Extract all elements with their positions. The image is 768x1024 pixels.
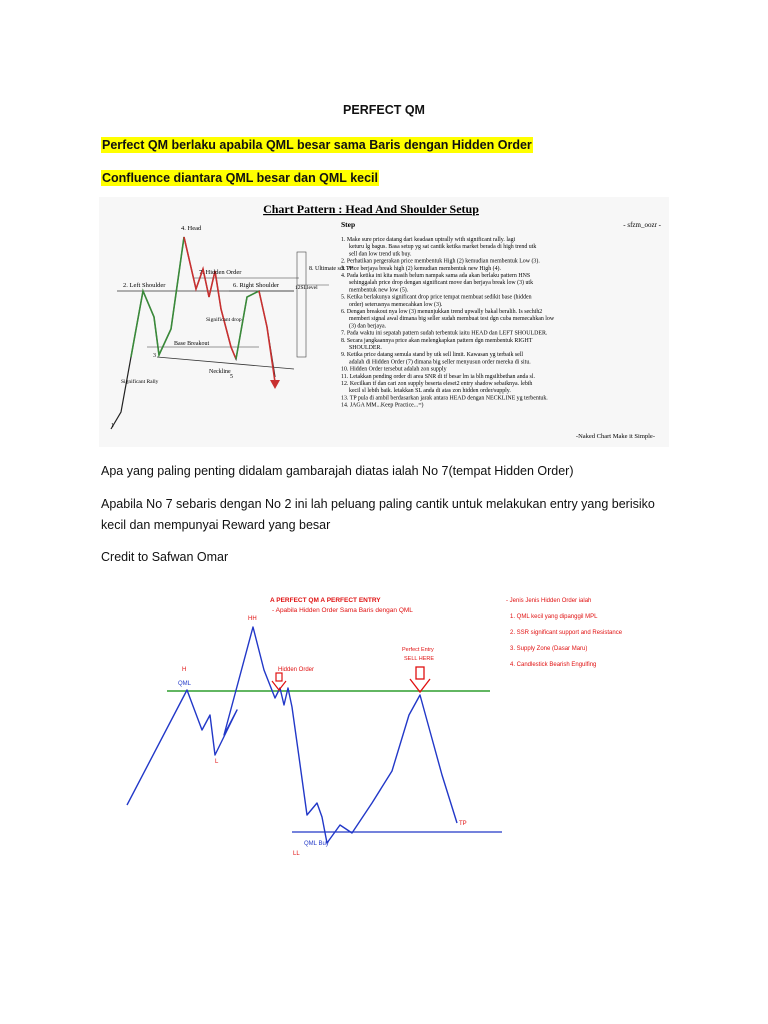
document-title: PERFECT QM xyxy=(343,103,425,117)
label-hh: HH xyxy=(248,616,257,622)
label-right-shoulder: 6. Right Shoulder xyxy=(233,282,280,289)
head-shoulder-svg xyxy=(99,197,669,447)
qm-header-2: - Apabila Hidden Order Sama Baris dengan QML xyxy=(272,607,413,614)
hidden-order-type-item: 1. QML kecil yang dipanggil MPL xyxy=(510,614,598,620)
label-tp: TP xyxy=(459,821,467,827)
label-qml-buy: QML Buy xyxy=(304,841,329,847)
step-item: 12. Kecilkan tf dan cari zon supply beserta eleset2 entry shadow sebaiknya. lebih kecil sl lebih baik. letakkan SL anda di atas zon hidden order/supply. xyxy=(341,381,533,395)
label-hidden-order: 7. Hidden Order xyxy=(199,269,242,276)
step-item: 3. Price berjaya break high (2) kemudian membentuk new High (4). xyxy=(341,265,501,272)
step-item: 11. Letakkan pending order di area SNR di tf besar lm ia blh mgsiltbethan anda sl. xyxy=(341,373,535,380)
step-item: 6. Dengan breakout nya low (3) menunjukkan trend upwally bakal beralih. Is sechih2 memberi signal awal dimana big seller sudah membuat test dgn cuba memecahkan low (3) dan berjaya. xyxy=(341,309,555,330)
figure1-footer: -Naked Chart Make it Simple- xyxy=(575,433,655,440)
label-qml: QML xyxy=(178,681,192,687)
step-item: 5. Ketika berlakunya significant drop price tempat membuat sedikit base (hidden order) seterusnya memecahkan low (3). xyxy=(341,294,532,308)
step-item: 9. Ketika price datang semula stand by utk sell limit. Kawasan yg terbaik sell adalah di Hidden Order (7) dimana big seller menyusun order mereka di situ. xyxy=(341,352,531,366)
step-item: 1. Make sure price datang dari keadaan uptrally with significant rally. lagi keturu lg bagus. Basa setup yg sat cantik ketika market berada di high trend utk sell dan low trend utk buy. xyxy=(341,237,537,258)
highlight-line-1: Perfect QM berlaku apabila QML besar sama Baris dengan Hidden Order xyxy=(102,138,532,152)
step-item: 4. Pada ketika ini kita masih belum nampak sama ada akan berlaku pattern HNS sehinggalah price drop dengan significant move dan berjaya break low (3) utk membentuk new low (5). xyxy=(341,273,534,294)
step-heading: Step xyxy=(341,220,356,229)
perfect-qm-figure xyxy=(112,585,652,860)
label-sell-here: SELL HERE xyxy=(404,656,435,662)
paragraph-2: Apabila No 7 sebaris dengan No 2 ini lah peluang paling cantik untuk melakukan entry yang berisiko kecil dan mempunyai Reward yang besar xyxy=(101,497,655,532)
label-left-shoulder: 2. Left Shoulder xyxy=(123,282,166,289)
label-h: H xyxy=(182,667,187,673)
label-ultimate-tp: 8. Ultimate sdt TP xyxy=(309,266,353,272)
label-base-breakout: Base Breakout xyxy=(174,341,210,347)
step-item: 8. Secara jangkaannya price akan melengkapkan pattern dgn membentuk RIGHT SHOULDER. xyxy=(341,337,533,351)
label-l: L xyxy=(215,759,219,765)
qm-header-1: A PERFECT QM A PERFECT ENTRY xyxy=(270,597,381,604)
hs-title: Chart Pattern : Head And Shoulder Setup xyxy=(263,202,479,216)
label-sl-level: 12SLlevel xyxy=(295,285,318,291)
hidden-order-arrow-icon xyxy=(272,673,286,690)
hidden-order-type-item: 4. Candlestick Bearish Engulfing xyxy=(510,662,597,668)
step-item: 14. JAGA MM...Keep Practice...=) xyxy=(341,402,424,409)
label-head: 4. Head xyxy=(181,225,202,232)
head-shoulder-figure xyxy=(99,197,669,447)
credit-line: Credit to Safwan Omar xyxy=(101,550,229,564)
step-item: 2. Perhatikan pergerakan price membentuk High (2) kemudian membentuk Low (3). xyxy=(341,258,540,265)
list-title: - Jenis Jenis Hidden Order ialah xyxy=(506,598,592,604)
hidden-order-type-item: 3. Supply Zone (Dasar Maru) xyxy=(510,646,588,652)
label-significant-rally: Significant Rally xyxy=(121,379,159,385)
step-item: 10. Hidden Order tersebut adalah zon supply xyxy=(341,366,447,373)
label-neckline: Neckline xyxy=(209,369,231,375)
paragraph-1: Apa yang paling penting didalam gambarajah diatas ialah No 7(tempat Hidden Order) xyxy=(101,464,574,478)
label-significant-drop: Significant drop xyxy=(206,317,242,323)
label-ll: LL xyxy=(293,851,300,857)
perfect-entry-arrow-icon xyxy=(410,667,430,692)
label-hidden-order-2: Hidden Order xyxy=(278,667,315,673)
step-item: 13. TP pula di ambil berdasarkan jarak antara HEAD dengan NECKLINE yg terbentuk. xyxy=(341,395,548,402)
label-point-3: 3 xyxy=(153,353,156,359)
label-point-1: 1 xyxy=(111,423,114,429)
author-tag: - sfzm_oozr - xyxy=(623,221,661,229)
hidden-order-types-list xyxy=(510,614,623,668)
label-point-5: 5 xyxy=(230,374,233,380)
hidden-order-type-item: 2. SSR significant support and Resistance xyxy=(510,630,623,636)
perfect-qm-svg xyxy=(112,585,652,860)
label-perfect-entry: Perfect Entry xyxy=(402,647,434,653)
step-item: 7. Pada waktu ini sepatah pattern sudah terbentuk iaitu HEAD dan LEFT SHOULDER. xyxy=(341,330,548,337)
highlight-line-2: Confluence diantara QML besar dan QML kecil xyxy=(102,171,378,185)
